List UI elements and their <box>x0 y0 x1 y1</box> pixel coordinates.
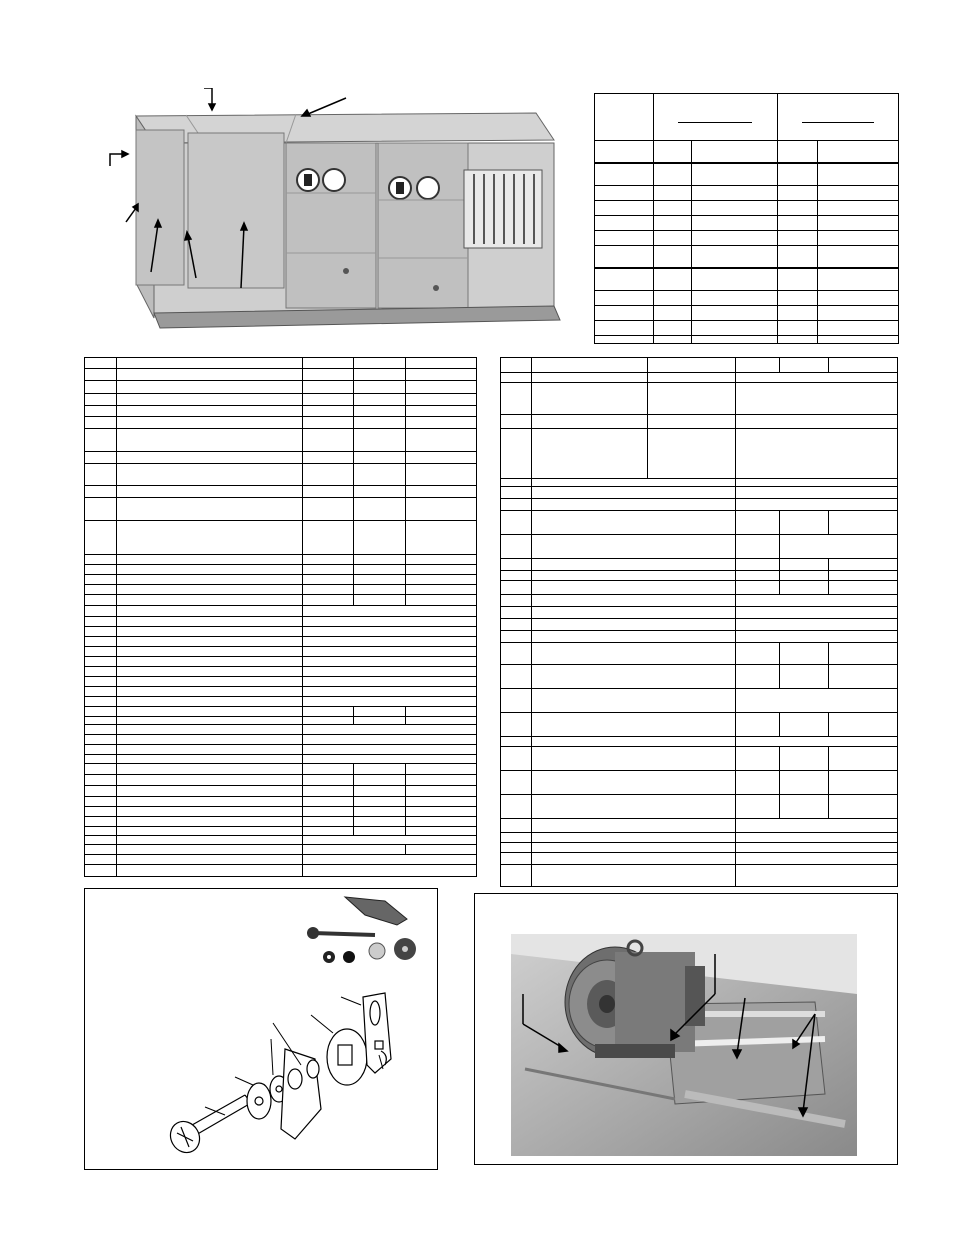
reference-table-row <box>595 321 898 336</box>
table-row-divider <box>85 626 476 627</box>
table-row-divider <box>85 854 476 855</box>
table-row-divider <box>85 554 476 555</box>
hardware-drawing <box>85 889 435 1167</box>
reference-table-row <box>595 306 898 321</box>
table-row-divider <box>85 497 476 498</box>
table-row-divider <box>501 580 897 581</box>
reference-table-group-header <box>777 94 898 141</box>
table-row-divider <box>85 416 476 417</box>
table-row-divider <box>501 486 897 487</box>
table-row-divider <box>501 842 897 843</box>
table-row-divider <box>501 510 897 511</box>
table-row-divider <box>501 606 897 607</box>
reference-table-row <box>595 291 898 306</box>
table-row-divider <box>85 646 476 647</box>
table-row-divider <box>85 666 476 667</box>
table-row-divider <box>501 618 897 619</box>
table-row-divider <box>85 520 476 521</box>
table-row-divider <box>501 794 897 795</box>
table-row-divider <box>85 744 476 745</box>
table-row-divider <box>85 844 476 845</box>
table-row-divider <box>501 478 897 479</box>
reference-table-header <box>595 94 898 141</box>
table-row-divider <box>501 852 897 853</box>
table-row-divider <box>85 826 476 827</box>
reference-table-row <box>595 336 898 344</box>
unit-photo <box>96 88 566 340</box>
table-row-divider <box>85 706 476 707</box>
reference-table-group-header <box>653 94 777 141</box>
table-row-divider <box>85 774 476 775</box>
table-row-divider <box>85 835 476 836</box>
table-row-divider <box>85 696 476 697</box>
table-row-divider <box>85 864 476 865</box>
table-row-divider <box>501 570 897 571</box>
table-row-divider <box>501 770 897 771</box>
table-row-divider <box>501 498 897 499</box>
table-row-divider <box>85 724 476 725</box>
table-row-divider <box>85 763 476 764</box>
reference-table-corner <box>595 94 653 141</box>
table-row-divider <box>85 605 476 606</box>
reference-table <box>594 93 899 344</box>
table-row-divider <box>501 688 897 689</box>
table-row-divider <box>501 414 897 415</box>
table-row-divider <box>85 676 476 677</box>
table-row-divider <box>85 380 476 381</box>
table-row-divider <box>85 785 476 786</box>
table-row-divider <box>85 796 476 797</box>
motor-figure <box>474 893 898 1165</box>
reference-table-row <box>595 231 898 246</box>
table-row-divider <box>501 630 897 631</box>
reference-table-row <box>595 141 898 164</box>
reference-table-row <box>595 201 898 216</box>
table-row-divider <box>85 584 476 585</box>
table-row-divider <box>85 716 476 717</box>
reference-table-row <box>595 246 898 269</box>
table-row-divider <box>85 594 476 595</box>
table-row-divider <box>501 594 897 595</box>
reference-table-row <box>595 163 898 186</box>
table-row-divider <box>501 558 897 559</box>
table-row-divider <box>85 816 476 817</box>
reference-table-row <box>595 268 898 291</box>
table-row-divider <box>85 616 476 617</box>
reference-table-row <box>595 216 898 231</box>
table-row-divider <box>501 382 897 383</box>
parts-list-right <box>500 357 898 887</box>
table-row-divider <box>501 712 897 713</box>
table-row-divider <box>501 746 897 747</box>
table-row-divider <box>501 832 897 833</box>
table-row-divider <box>85 806 476 807</box>
table-row-divider <box>85 428 476 429</box>
table-row-divider <box>85 734 476 735</box>
table-row-divider <box>85 463 476 464</box>
table-row-divider <box>85 485 476 486</box>
unit-drawing <box>96 88 566 340</box>
table-row-divider <box>85 368 476 369</box>
table-row-divider <box>501 534 897 535</box>
motor-photo <box>475 894 897 1164</box>
table-row-divider <box>501 864 897 865</box>
table-row-divider <box>85 393 476 394</box>
table-row-divider <box>501 818 897 819</box>
table-row-divider <box>501 642 897 643</box>
table-row-divider <box>501 372 897 373</box>
table-row-divider <box>501 736 897 737</box>
table-row-divider <box>501 428 897 429</box>
table-row-divider <box>85 451 476 452</box>
table-row-divider <box>85 754 476 755</box>
table-row-divider <box>85 686 476 687</box>
table-row-divider <box>85 636 476 637</box>
table-row-divider <box>85 564 476 565</box>
table-row-divider <box>501 664 897 665</box>
reference-table-row <box>595 186 898 201</box>
parts-list-left <box>84 357 477 877</box>
hardware-figure <box>84 888 438 1170</box>
table-row-divider <box>85 574 476 575</box>
table-row-divider <box>85 656 476 657</box>
table-row-divider <box>85 405 476 406</box>
